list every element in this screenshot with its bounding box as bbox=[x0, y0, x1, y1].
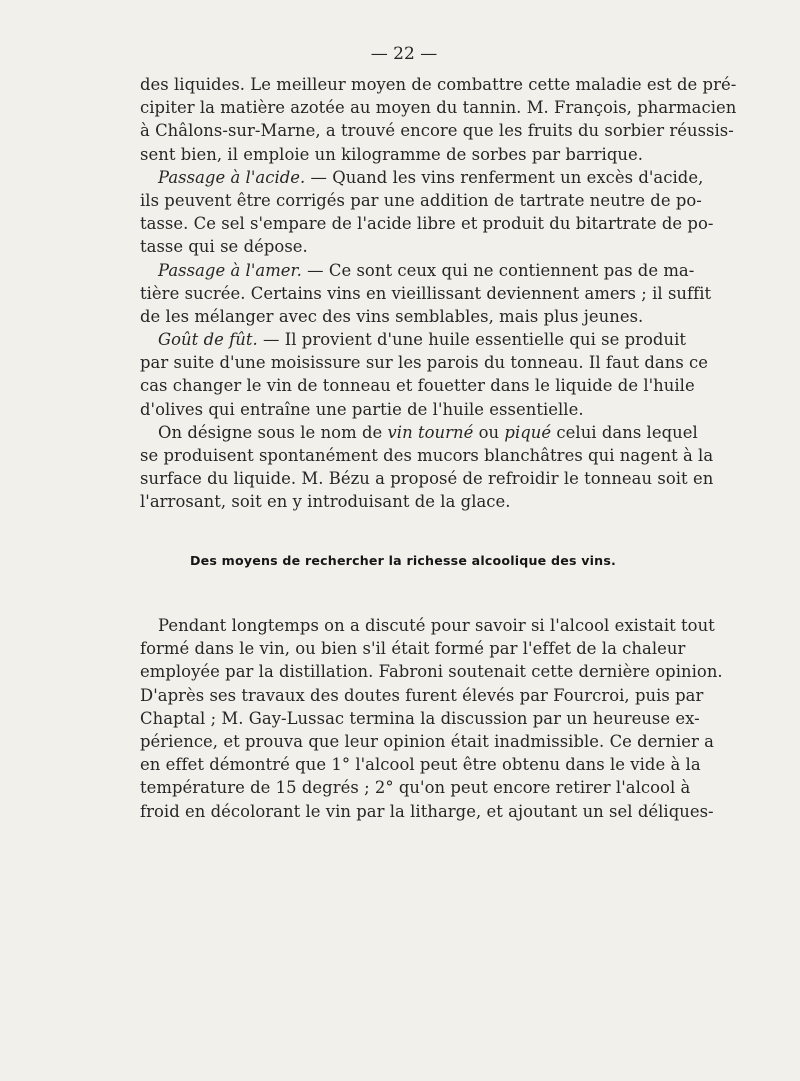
italic-term: vin tourné bbox=[387, 422, 474, 442]
text-run: à Châlons-sur-Marne, a trouvé encore que les fruits du sorbier réussis- bbox=[140, 121, 734, 141]
text-run: température de 15 degrés ; 2° qu'on peut encore retirer l'alcool à bbox=[140, 778, 691, 798]
text-run: — Il provient d'une huile essentielle qui se produit bbox=[257, 330, 687, 350]
text-run: l'arrosant, soit en y introduisant de la glace. bbox=[140, 492, 511, 512]
text-line bbox=[140, 800, 714, 823]
text-line bbox=[140, 421, 698, 444]
text-line bbox=[140, 351, 709, 374]
paragraph-lead: Passage à l'amer. bbox=[158, 260, 302, 280]
text-line bbox=[140, 444, 714, 467]
text-run: celui dans lequel bbox=[551, 422, 698, 442]
text-run: de les mélanger avec des vins semblables, mais plus jeunes. bbox=[140, 306, 644, 326]
text-run: — Quand les vins renferment un excès d'acide, bbox=[305, 167, 704, 187]
text-line bbox=[140, 398, 666, 421]
text-run: ou bbox=[473, 422, 505, 442]
text-run: D'après ses travaux des doutes furent élevés par Fourcroi, puis par bbox=[140, 685, 704, 705]
text-run: sent bien, il emploie un kilogramme de sorbes par barrique. bbox=[140, 144, 643, 164]
text-line bbox=[140, 707, 700, 730]
bottom-text-block bbox=[140, 614, 723, 823]
text-run: cas changer le vin de tonneau et fouetter dans le liquide de l'huile bbox=[140, 376, 695, 396]
text-line bbox=[140, 259, 695, 282]
text-line bbox=[140, 490, 666, 513]
text-run: Chaptal ; M. Gay-Lussac termina la discussion par un heureuse ex- bbox=[140, 708, 700, 728]
text-line bbox=[140, 637, 686, 660]
text-run: tasse qui se dépose. bbox=[140, 237, 308, 257]
text-run: en effet démontré que 1° l'alcool peut être obtenu dans le vide à la bbox=[140, 755, 701, 775]
text-run: — Ce sont ceux qui ne contiennent pas de ma- bbox=[301, 260, 695, 280]
text-run: employée par la distillation. Fabroni soutenait cette dernière opinion. bbox=[140, 662, 723, 682]
text-line bbox=[140, 212, 714, 235]
text-line bbox=[140, 328, 687, 351]
text-line bbox=[140, 467, 714, 490]
text-line bbox=[140, 143, 666, 166]
text-run: par suite d'une moisissure sur les parois du tonneau. Il faut dans ce bbox=[140, 353, 709, 373]
text-line bbox=[140, 282, 712, 305]
text-line bbox=[140, 189, 702, 212]
page-number: — 22 — bbox=[370, 44, 438, 64]
text-run: On désigne sous le nom de bbox=[158, 422, 388, 442]
top-text-block bbox=[140, 73, 737, 514]
text-line bbox=[140, 374, 695, 397]
italic-term: piqué bbox=[504, 422, 552, 442]
text-line bbox=[140, 730, 714, 753]
text-run: cipiter la matière azotée au moyen du tannin. M. François, pharmacien bbox=[140, 98, 737, 118]
text-line bbox=[140, 119, 734, 142]
text-line bbox=[140, 305, 666, 328]
text-run: des liquides. Le meilleur moyen de combattre cette maladie est de pré- bbox=[140, 75, 737, 94]
section-heading: Des moyens de rechercher la richesse alcoolique des vins. bbox=[189, 553, 617, 568]
text-line bbox=[140, 614, 715, 637]
text-run: Pendant longtemps on a discuté pour savoir si l'alcool existait tout bbox=[158, 616, 715, 635]
text-line bbox=[140, 96, 737, 119]
text-line bbox=[140, 235, 666, 258]
text-run: se produisent spontanément des mucors blanchâtres qui nagent à la bbox=[140, 446, 714, 465]
text-line bbox=[140, 166, 704, 189]
text-run: froid en décolorant le vin par la litharge, et ajoutant un sel déliques- bbox=[140, 801, 714, 821]
text-run: tière sucrée. Certains vins en vieillissant deviennent amers ; il suffit bbox=[140, 283, 712, 303]
text-line bbox=[140, 684, 704, 707]
text-line bbox=[140, 753, 701, 776]
text-line bbox=[140, 73, 737, 96]
text-run: ils peuvent être corrigés par une addition de tartrate neutre de po- bbox=[140, 190, 702, 210]
text-line bbox=[140, 660, 723, 683]
text-run: surface du liquide. M. Bézu a proposé de refroidir le tonneau soit en bbox=[140, 469, 714, 489]
text-run: formé dans le vin, ou bien s'il était formé par l'effet de la chaleur bbox=[140, 639, 686, 659]
paragraph-lead: Goût de fût. bbox=[158, 330, 258, 350]
text-run: d'olives qui entraîne une partie de l'huile essentielle. bbox=[140, 399, 584, 419]
text-run: périence, et prouva que leur opinion était inadmissible. Ce dernier a bbox=[140, 731, 714, 751]
text-run: tasse. Ce sel s'empare de l'acide libre et produit du bitartrate de po- bbox=[140, 214, 714, 234]
text-line bbox=[140, 776, 691, 799]
paragraph-lead: Passage à l'acide. bbox=[158, 167, 306, 187]
